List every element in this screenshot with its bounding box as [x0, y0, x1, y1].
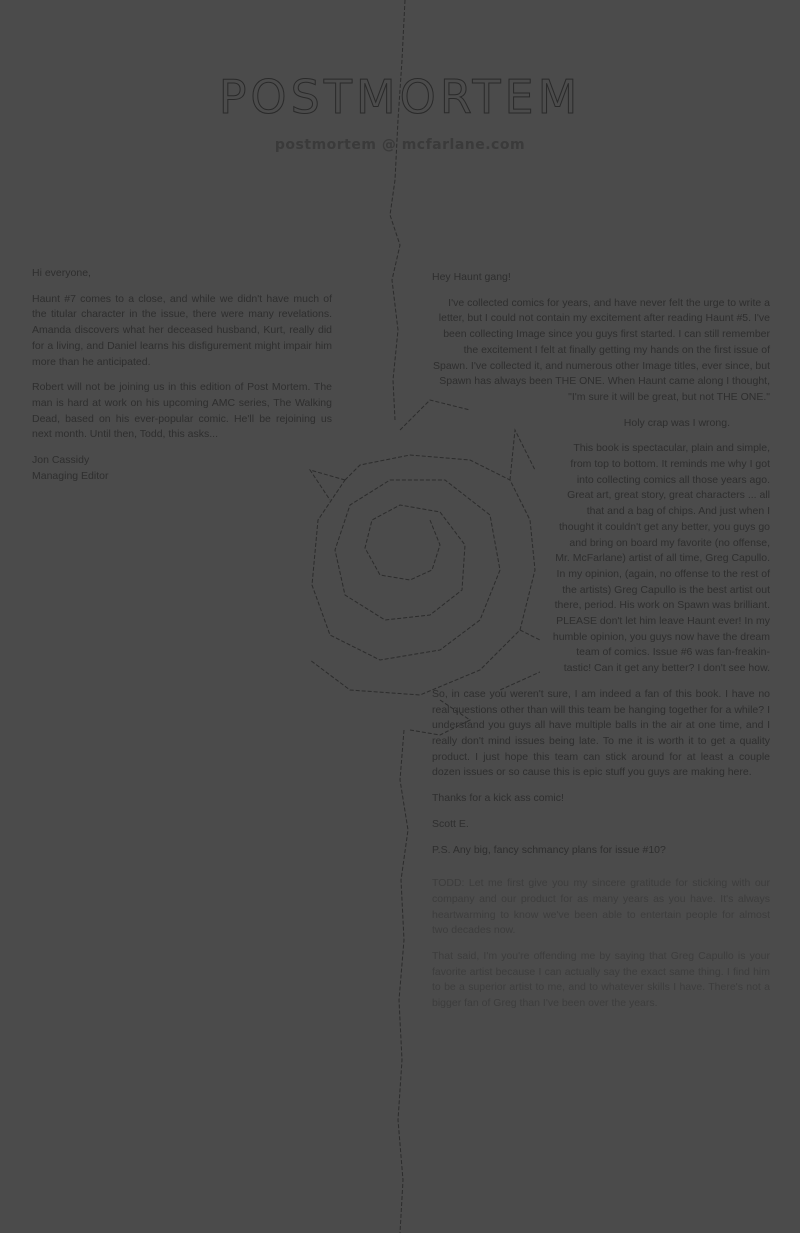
letter-paragraph: Holy crap was I wrong.	[623, 416, 730, 429]
letter-paragraph: This book is spectacular, plain and simple, from top to bottom. It reminds me why I got into collecting comics all those years ago. Great art, great story, great characters ... all that and a bag of chips. And just when I thought it couldn't get any better, you guys go and bring on board my favorite (no offense, Mr. McFarlane) artist of all time, Greg Capullo. In my opinion, (again, no offense to the rest of the artists) Greg Capullo is the best artist out there, period. His work on Spawn was brilliant. PLEASE don't let him leave Haunt ever! In my humble opinion, you guys now have the dream team of comics. Issue #6 was fan-freakin-tastic! Can it get any better? I don't see how.	[552, 442, 770, 675]
response-paragraph: TODD: Let me first give you my sincere gratitude for sticking with our company and our product for as many years as you have. It's always heartwarming to know we've been able to entertain people for almost two decades now.	[432, 877, 770, 937]
letter-paragraph: Thanks for a kick ass comic!	[432, 792, 564, 805]
editor-greeting: Hi everyone,	[32, 267, 91, 279]
editor-paragraph: Robert will not be joining us in this edition of Post Mortem. The man is hard at work on his upcoming AMC series, The Walking Dead, based on his ever-popular comic. He'll be rejoining us next month. Until then, Todd, this asks...	[32, 381, 332, 441]
page-title: POSTMORTEM	[218, 70, 582, 124]
signature-name: Jon Cassidy	[32, 454, 90, 467]
letter-greeting: Hey Haunt gang!	[432, 271, 511, 283]
editor-paragraph: Haunt #7 comes to a close, and while we didn't have much of the titular character in the issue, there were many revelations. Amanda discovers what her deceased husband, Kurt, really did for a living, and Daniel learns his disfigurement might impair him more than he anticipated.	[32, 292, 332, 368]
response-paragraph: That said, I'm you're offending me by saying that Greg Capullo is your favorite artist because I can actually say the exact same thing. I find him to be a superior artist to me, and to whatever skills I have. There's not a bigger fan of Greg than I've been over the years.	[432, 950, 770, 1010]
letter-paragraph: I've collected comics for years, and have never felt the urge to write a letter, but I could not contain my excitement after reading Haunt #5. I've been collecting Image since you guys first started. I can still remember the excitement I felt at finally getting my hands on the first issue of Spawn. I've collected it, and numerous other Image titles, ever since, but Spawn has always been THE ONE. When Haunt came along I thought, "I'm sure it will be great, but not THE ONE."	[432, 296, 770, 403]
signature-title: Managing Editor	[32, 469, 109, 482]
letter-signoff: Scott E.	[432, 817, 469, 830]
contact-email: postmortem @ mcfarlane.com	[274, 137, 526, 153]
letter-postscript: P.S. Any big, fancy schmancy plans for issue #10?	[432, 843, 666, 856]
letter-paragraph: So, in case you weren't sure, I am indeed a fan of this book. I have no real questions other than will this team be hanging together for a while? I understand you guys all have multiple balls in the air at one time, and I really don't mind issues being late. To me it is worth it to get a quality product. I just hope this team can stick around for at least a couple dozen issues or so cause this is epic stuff you guys are making here.	[432, 687, 770, 779]
letter-column	[432, 270, 770, 1022]
editor-column	[32, 266, 332, 484]
